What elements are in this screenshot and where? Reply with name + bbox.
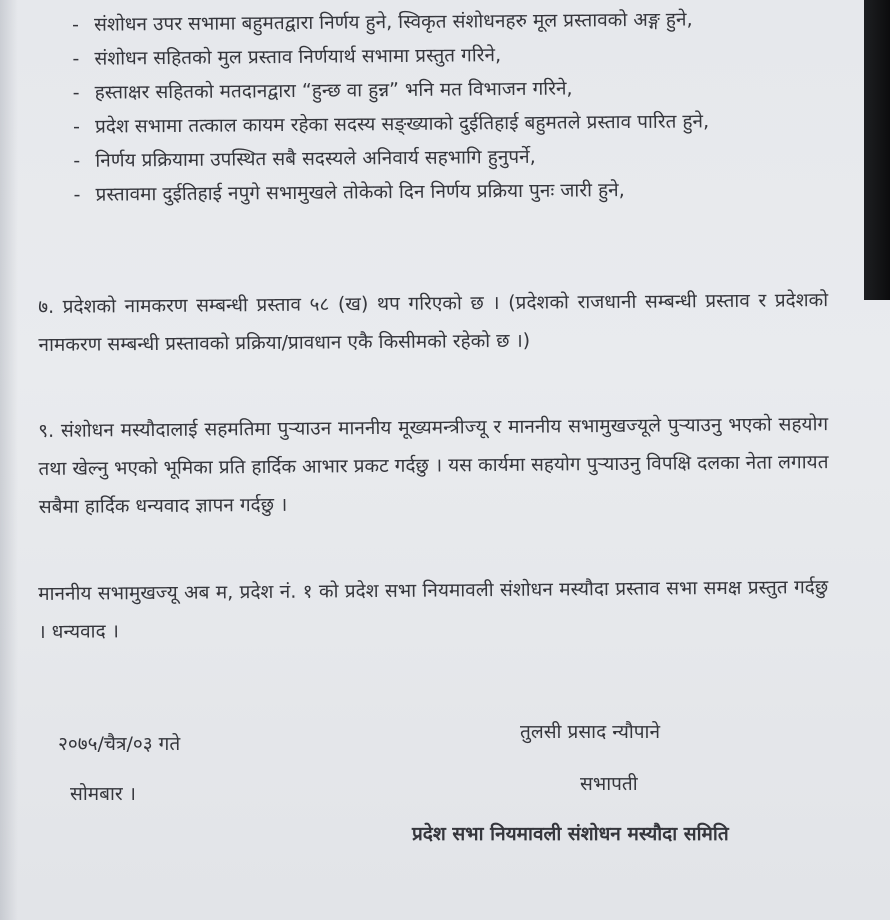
- bullet-item: - प्रस्तावमा दुईतिहाई नपुगे सभामुखले तोकेको दिन निर्णय प्रक्रिया पुनः जारी हुने,: [61, 173, 831, 211]
- bullet-item: - संशोधन उपर सभामा बहुमतद्वारा निर्णय हुने, स्विकृत संशोधनहरु मूल प्रस्तावको अङ्ग हुने,: [60, 3, 830, 41]
- page-edge-dark: [864, 0, 890, 300]
- bullet-item: - हस्ताक्षर सहितको मतदानद्वारा “हुन्छ वा हुन्न” भनि मत विभाजन गरिने,: [61, 71, 831, 109]
- closing-paragraph: माननीय सभामुखज्यू अब म, प्रदेश नं. १ को प्रदेश सभा नियमावली संशोधन मस्यौदा प्रस्ताव सभा समक्ष प्रस्तुत गर्दछु । धन्यवाद ।: [38, 576, 829, 643]
- signature-date: २०७५/चैत्र/०३ गते: [58, 733, 181, 755]
- bullet-item: - संशोधन सहितको मुल प्रस्ताव निर्णयार्थ सभामा प्रस्तुत गरिने,: [60, 37, 830, 75]
- signatory-name: तुलसी प्रसाद न्यौपाने: [520, 721, 661, 743]
- committee-name: प्रदेश सभा नियमावली संशोधन मस्यौदा समिति: [412, 823, 729, 845]
- paragraph-9: ९. संशोधन मस्यौदालाई सहमतिमा पुर्‍याउन माननीय मूख्यमन्त्रीज्यू र माननीय सभामुखज्यूले पुर्‍याउनु भएको सहयोग तथा खेल्नु भएको भूमिका प्रति हार्दिक आभार प्रकट गर्दछु । यस कार्यमा सहयोग पुर्‍याउनु विपक्षि दलका नेता लगायत सबैमा हार्दिक धन्यवाद ज्ञापन गर्दछु ।: [38, 413, 829, 518]
- bullet-item: - प्रदेश सभामा तत्काल कायम रहेका सदस्य सङ्ख्याको दुईतिहाई बहुमतले प्रस्ताव पारित हुने,: [61, 105, 831, 143]
- bullet-item: - निर्णय प्रक्रियामा उपस्थित सबै सदस्यले अनिवार्य सहभागि हुनुपर्ने,: [61, 139, 831, 177]
- signatory-title: सभापती: [580, 773, 638, 795]
- procedure-bullet-list: [60, 3, 832, 214]
- paragraph-7: ७. प्रदेशको नामकरण सम्बन्धी प्रस्ताव ५८ (ख) थप गरिएको छ । (प्रदेशको राजधानी सम्बन्धी प्रस्ताव र प्रदेशको नामकरण सम्बन्धी प्रस्तावको प्रक्रिया/प्रावधान एकै किसीमको रहेको छ ।): [38, 289, 829, 356]
- signature-day: सोमबार ।: [70, 783, 136, 805]
- page-shadow: [0, 0, 18, 920]
